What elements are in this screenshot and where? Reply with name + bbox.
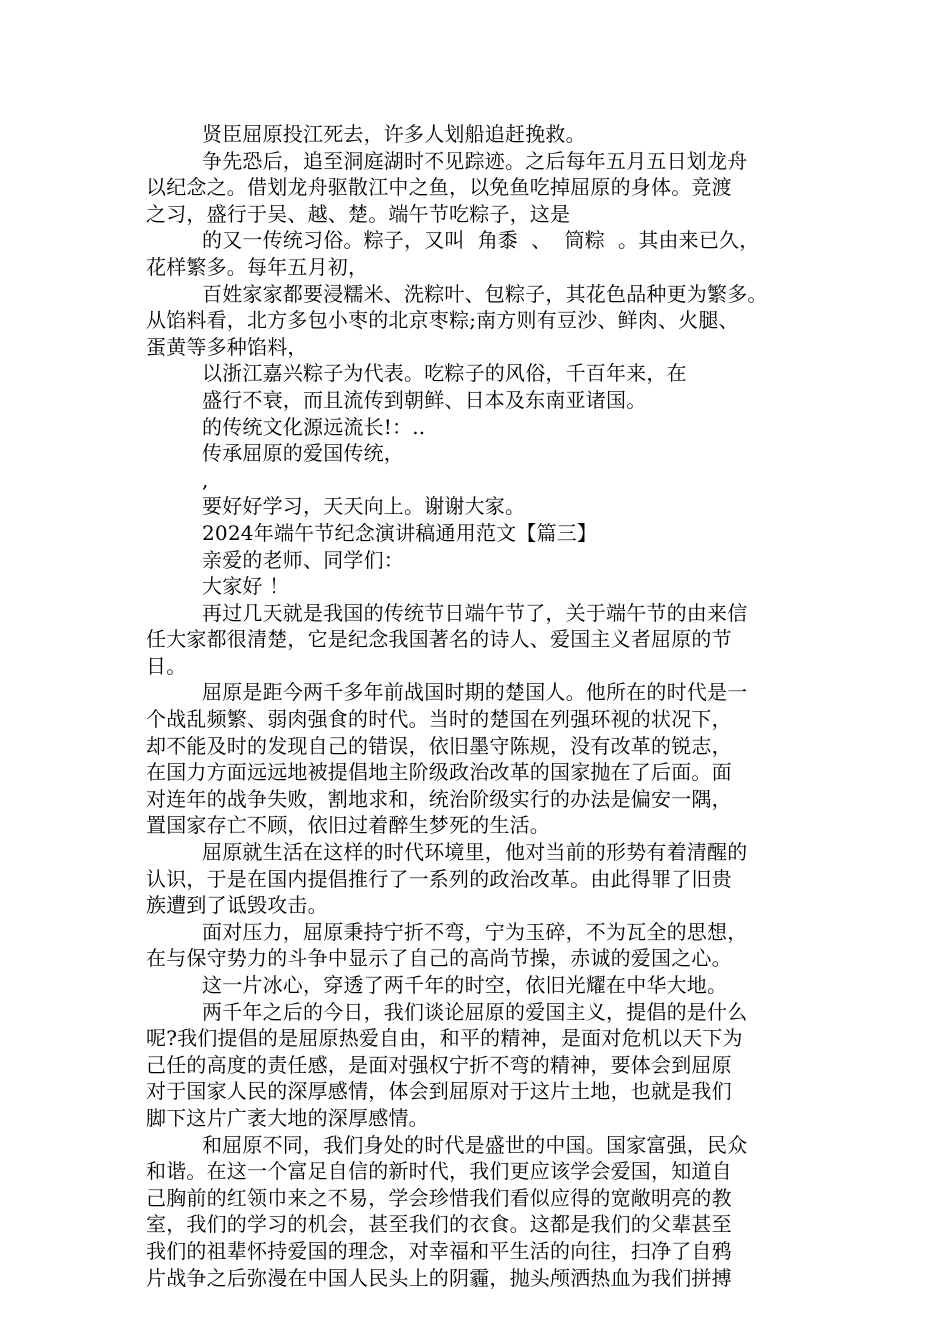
text-line: 两千年之后的今日，我们谈论屈原的爱国主义，提倡的是什么 [202,999,748,1024]
text-line: 再过几天就是我国的传统节日端午节了，关于端午节的由来信 [202,600,748,625]
text-line: 大家好 ！ [202,574,290,599]
text-line: 的传统文化源远流长!：.. [202,414,426,439]
text-line: 的又一传统习俗。粽子，又叫 角黍 、 筒粽 。其由来已久， [202,228,760,253]
text-line: 日。 [146,653,187,678]
text-line: 呢?我们提倡的是屈原热爱自由，和平的精神，是面对危机以天下为 [146,1026,743,1051]
text-line: 对连年的战争失败，割地求和，统治阶级实行的办法是偏安一隅， [146,786,732,811]
text-line: 在与保守势力的斗争中显示了自己的高尚节操，赤诚的爱国之心。 [146,946,732,971]
text-line: 之习，盛行于吴、越、楚。端午节吃粽子，这是 [146,201,571,226]
text-line: 置国家存亡不顾，依旧过着醉生梦死的生活。 [146,813,550,838]
text-line: 从馅料看，北方多包小枣的北京枣粽;南方则有豆沙、鲜肉、火腿、 [146,308,739,333]
text-line: 贤臣屈原投江死去，许多人划船追赶挽救。 [202,122,586,146]
document-page [146,121,846,1291]
text-line: 花样繁多。每年五月初， [146,254,369,279]
text-line: 屈原就生活在这样的时代环境里，他对当前的形势有着清醒的 [202,840,748,865]
text-line: 对于国家人民的深厚感情，体会到屈原对于这片土地，也就是我们 [146,1079,732,1104]
text-line: 我们的祖辈怀持爱国的理念，对幸福和平生活的向往，扫净了自鸦 [146,1238,732,1263]
text-line: 蛋黄等多种馅料， [146,334,308,359]
text-line: 和谐。在这一个富足自信的新时代，我们更应该学会爱国，知道自 [146,1159,732,1184]
text-line: 2024年端午节纪念演讲稿通用范文【篇三】 [202,520,598,545]
text-line: 片战争之后弥漫在中国人民头上的阴霾，抛头颅洒热血为我们拼搏 [146,1265,732,1290]
text-line: , [202,467,209,492]
text-line: 却不能及时的发现自己的错误，依旧墨守陈规，没有改革的锐志， [146,733,732,758]
text-line: 这一片冰心，穿透了两千年的时空，依旧光耀在中华大地。 [202,973,728,997]
text-line: 百姓家家都要浸糯米、洗粽叶、包粽子，其花色品种更为繁多。 [202,281,768,306]
text-line: 以浙江嘉兴粽子为代表。吃粽子的风俗，千百年来，在 [202,361,687,386]
text-line: 和屈原不同，我们身处的时代是盛世的中国。国家富强，民众 [202,1132,748,1157]
text-line: 争先恐后，追至洞庭湖时不见踪迹。之后每年五月五日划龙舟 [202,148,748,173]
text-line: 亲爱的老师、同学们： [202,547,404,572]
text-line: 以纪念之。借划龙舟驱散江中之鱼，以免鱼吃掉屈原的身体。竞渡 [146,175,732,200]
text-line: 己胸前的红领巾来之不易，学会珍惜我们看似应得的宽敞明亮的教 [146,1185,732,1210]
text-line: 室，我们的学习的机会，甚至我们的衣食。这都是我们的父辈甚至 [146,1212,732,1237]
text-line: 个战乱频繁、弱肉强食的时代。当时的楚国在列强环视的状况下， [146,707,732,732]
text-line: 盛行不衰，而且流传到朝鲜、日本及东南亚诸国。 [202,387,647,412]
text-line: 己任的高度的责任感，是面对强权宁折不弯的精神，要体会到屈原 [146,1052,732,1077]
text-line: 脚下这片广袤大地的深厚感情。 [146,1105,429,1130]
text-line: 要好好学习，天天向上。谢谢大家。 [202,494,526,519]
text-line: 屈原是距今两千多年前战国时期的楚国人。他所在的时代是一 [202,680,748,705]
text-line: 在国力方面远远地被提倡地主阶级政治改革的国家抛在了后面。面 [146,760,732,785]
text-line: 族遭到了诋毁攻击。 [146,893,328,918]
text-line: 任大家都很清楚，它是纪念我国著名的诗人、爱国主义者屈原的节 [146,627,732,652]
text-line: 认识，于是在国内提倡推行了一系列的政治改革。由此得罪了旧贵 [146,866,732,891]
text-line: 面对压力，屈原秉持宁折不弯，宁为玉碎，不为瓦全的思想， [202,919,748,944]
text-line: 传承屈原的爱国传统， [202,441,404,466]
